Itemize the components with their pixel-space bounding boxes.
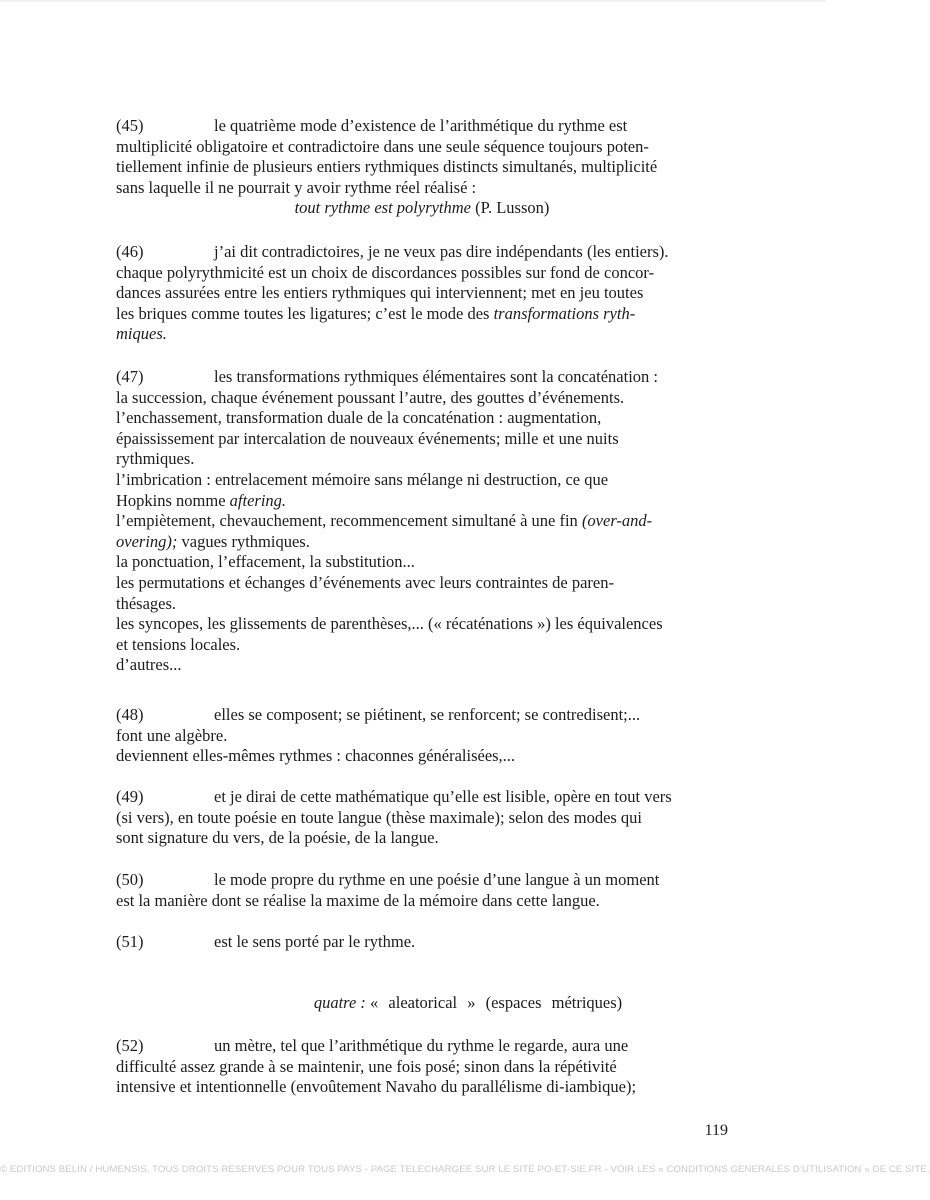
copyright-footer: © EDITIONS BELIN / HUMENSIS. TOUS DROITS RESERVES POUR TOUS PAYS - PAGE TELECHARGEE SUR LE SITE PO-ET-SIE.FR - VOIR LES « CONDITIONS GENERALES D’UTILISATION » DE CE SITE. bbox=[0, 1164, 930, 1175]
paragraph-49-first-line bbox=[116, 787, 728, 808]
paragraph-line: l’imbrication : entrelacement mémoire sans mélange ni destruction, ce que bbox=[116, 469, 609, 489]
paragraph-text: les transformations rythmiques élémentaires sont la concaténation : bbox=[214, 367, 658, 386]
paragraph-text: le quatrième mode d’existence de l’arithmétique du rythme est bbox=[214, 116, 628, 135]
italic-term: transformations ryth- bbox=[493, 303, 636, 323]
paragraph-46 bbox=[116, 242, 728, 345]
paragraph-number: (51) bbox=[116, 932, 144, 951]
paragraph-number: (47) bbox=[116, 367, 144, 386]
paragraph-line: chaque polyrythmicité est un choix de discordances possibles sur fond de concor- bbox=[116, 262, 655, 282]
paragraph-text: est le sens porté par le rythme. bbox=[214, 932, 416, 951]
paragraph-line bbox=[116, 324, 728, 345]
paragraph-line: font une algèbre. bbox=[116, 725, 228, 745]
paragraph-line: les syncopes, les glissements de parenthèses,... (« récaténations ») les équivalences bbox=[116, 614, 663, 634]
paragraph-50-first-line bbox=[116, 870, 728, 891]
paragraph-line bbox=[116, 491, 728, 512]
section-heading-italic: quatre : bbox=[313, 993, 366, 1012]
paragraph-line: est la manière dont se réalise la maxime de la mémoire dans cette langue. bbox=[116, 890, 600, 910]
paragraph-line: l’enchassement, transformation duale de la concaténation : augmentation, bbox=[116, 408, 602, 428]
quote-author: (P. Lusson) bbox=[475, 198, 550, 218]
paragraph-line: thésages. bbox=[116, 593, 177, 613]
page-number: 119 bbox=[704, 1122, 728, 1139]
italic-term: aftering. bbox=[229, 490, 287, 510]
paragraph-number: (46) bbox=[116, 242, 144, 261]
quote-italic: tout rythme est polyrythme bbox=[294, 198, 472, 218]
paragraph-51-first-line bbox=[116, 932, 728, 953]
paragraph-52 bbox=[116, 1036, 728, 1098]
italic-term: (over-and- bbox=[581, 511, 653, 531]
paragraph-text: les briques comme toutes les ligatures; c’est le mode des bbox=[116, 303, 490, 323]
paragraph-line bbox=[116, 511, 728, 532]
paragraph-50 bbox=[116, 870, 728, 911]
paragraph-line: d’autres... bbox=[116, 655, 182, 675]
paragraph-line: multiplicité obligatoire et contradictoire dans une seule séquence toujours poten- bbox=[116, 136, 649, 156]
paragraph-line: la ponctuation, l’effacement, la substitution... bbox=[116, 552, 415, 572]
paragraph-line: dances assurées entre les entiers rythmiques qui interviennent; met en jeu toutes bbox=[116, 283, 644, 303]
paragraph-line bbox=[116, 532, 728, 553]
paragraph-line: la succession, chaque événement poussant l’autre, des gouttes d’événements. bbox=[116, 387, 625, 407]
paragraph-line: tiellement infinie de plusieurs entiers rythmiques distincts simultanés, multiplicité bbox=[116, 157, 658, 177]
paragraph-number: (52) bbox=[116, 1036, 144, 1055]
paragraph-line bbox=[116, 304, 728, 325]
paragraph-line: sans laquelle il ne pourrait y avoir rythme réel réalisé : bbox=[116, 177, 477, 197]
quote-line bbox=[116, 198, 728, 219]
paragraph-48 bbox=[116, 705, 728, 767]
paragraph-line: deviennent elles-mêmes rythmes : chaconnes généralisées,... bbox=[116, 746, 516, 766]
paragraph-line: rythmiques. bbox=[116, 449, 195, 469]
section-heading bbox=[110, 993, 826, 1013]
paragraph-line: sont signature du vers, de la poésie, de la langue. bbox=[116, 828, 439, 848]
paragraph-line: intensive et intentionnelle (envoûtement Navaho du parallélisme di-iambique); bbox=[116, 1077, 637, 1097]
paragraph-text: l’empiètement, chevauchement, recommencement simultané à une fin bbox=[116, 511, 578, 531]
paragraph-number: (48) bbox=[116, 705, 144, 724]
paragraph-45-first-line bbox=[116, 116, 728, 137]
paragraph-text: et je dirai de cette mathématique qu’elle est lisible, opère en tout vers bbox=[214, 787, 672, 806]
paragraph-49 bbox=[116, 787, 728, 849]
paragraph-line: et tensions locales. bbox=[116, 634, 241, 654]
paragraph-48-first-line bbox=[116, 705, 728, 726]
italic-term: overing); bbox=[116, 531, 178, 551]
paragraph-text: vagues rythmiques. bbox=[181, 531, 310, 551]
paragraph-number: (49) bbox=[116, 787, 144, 806]
paragraph-45 bbox=[116, 116, 728, 219]
paragraph-text: le mode propre du rythme en une poésie d’une langue à un moment bbox=[214, 870, 660, 889]
paragraph-47-first-line bbox=[116, 367, 728, 388]
paragraph-52-first-line bbox=[116, 1036, 728, 1057]
paragraph-number: (50) bbox=[116, 870, 144, 889]
paragraph-text: j’ai dit contradictoires, je ne veux pas dire indépendants (les entiers). bbox=[214, 242, 669, 261]
paragraph-46-first-line bbox=[116, 242, 728, 263]
paragraph-51 bbox=[116, 932, 728, 953]
paragraph-line: les permutations et échanges d’événements avec leurs contraintes de paren- bbox=[116, 572, 614, 592]
paragraph-text: elles se composent; se piétinent, se renforcent; se contredisent;... bbox=[214, 705, 641, 724]
section-heading-title: « aleatorical » (espaces métriques) bbox=[370, 993, 623, 1012]
paragraph-number: (45) bbox=[116, 116, 144, 135]
paragraph-text: un mètre, tel que l’arithmétique du rythme le regarde, aura une bbox=[214, 1036, 629, 1055]
paragraph-text: Hopkins nomme bbox=[116, 490, 226, 510]
paragraph-47 bbox=[116, 367, 728, 676]
paragraph-line: épaississement par intercalation de nouveaux événements; mille et une nuits bbox=[116, 428, 619, 448]
paragraph-line: (si vers), en toute poésie en toute langue (thèse maximale); selon des modes qui bbox=[116, 807, 643, 827]
paragraph-line: difficulté assez grande à se maintenir, une fois posé; sinon dans la répétivité bbox=[116, 1056, 617, 1076]
italic-term: miques. bbox=[116, 324, 167, 344]
top-edge-line bbox=[0, 0, 826, 2]
